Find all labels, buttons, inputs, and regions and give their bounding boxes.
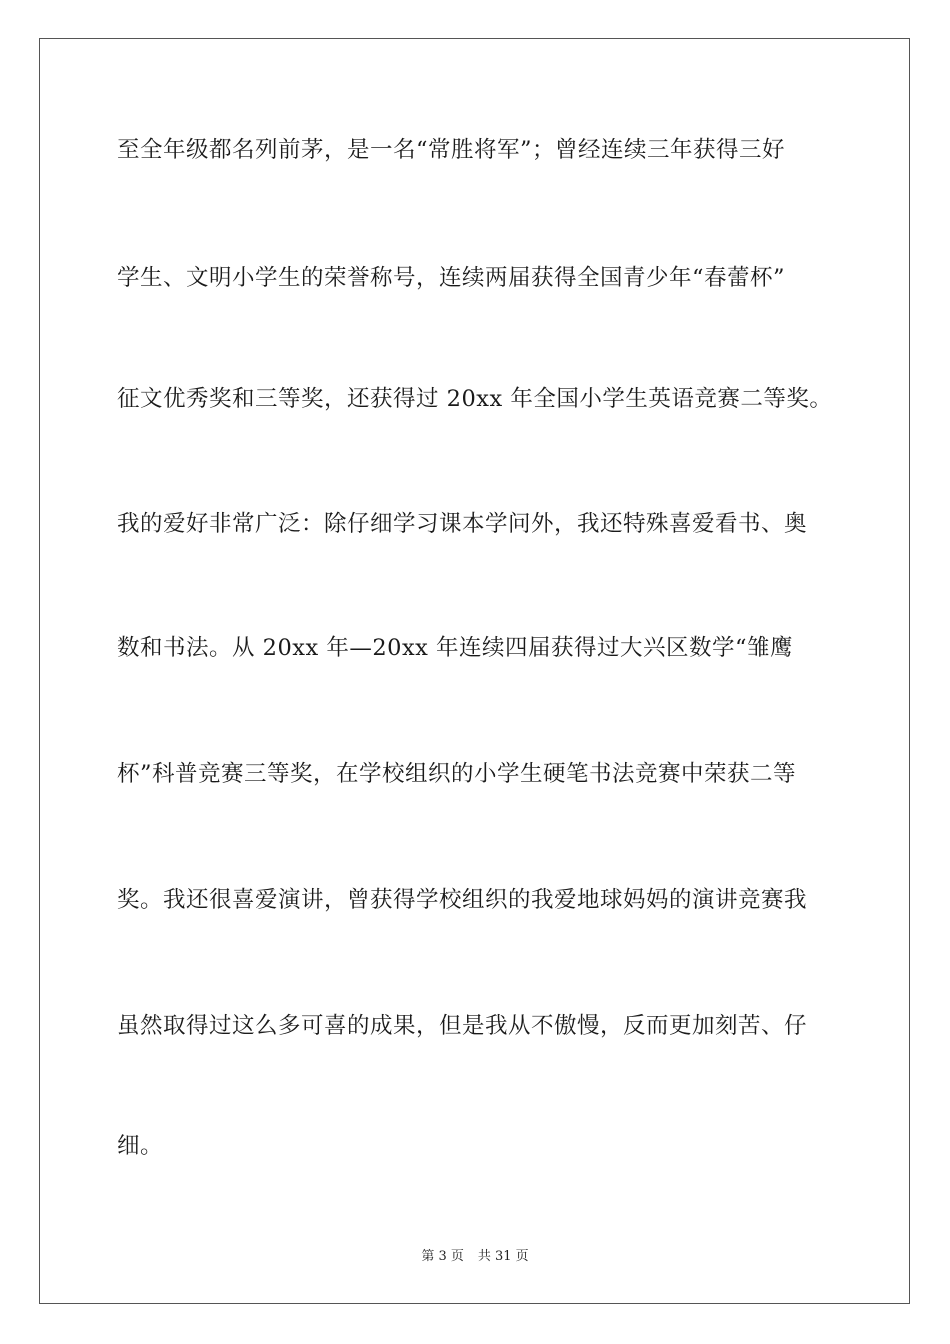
body-text-line: 细。 <box>117 1133 164 1159</box>
page-number: 第 3 页 <box>421 1249 464 1264</box>
body-text-line: 我的爱好非常广泛：除仔细学习课本学问外，我还特殊喜爱看书、奥 <box>117 511 808 537</box>
page-total: 共 31 页 <box>477 1249 529 1264</box>
body-text-line: 至全年级都名列前茅，是一名“常胜将军”；曾经连续三年获得三好 <box>117 137 786 163</box>
page-border <box>39 38 910 1304</box>
body-text-line: 虽然取得过这么多可喜的成果，但是我从不傲慢，反而更加刻苦、仔 <box>117 1013 808 1039</box>
body-text-line: 杯”科普竞赛三等奖，在学校组织的小学生硬笔书法竞赛中荣获二等 <box>117 761 797 787</box>
body-text-line: 数和书法。从 20xx 年—20xx 年连续四届获得过大兴区数学“雏鹰 <box>117 635 793 661</box>
body-text-line: 征文优秀奖和三等奖，还获得过 20xx 年全国小学生英语竞赛二等奖。 <box>117 386 833 412</box>
body-text-line: 奖。我还很喜爱演讲，曾获得学校组织的我爱地球妈妈的演讲竞赛我 <box>117 887 808 913</box>
body-text-line: 学生、文明小学生的荣誉称号，连续两届获得全国青少年“春蕾杯” <box>117 265 786 291</box>
page-footer <box>0 1248 950 1266</box>
